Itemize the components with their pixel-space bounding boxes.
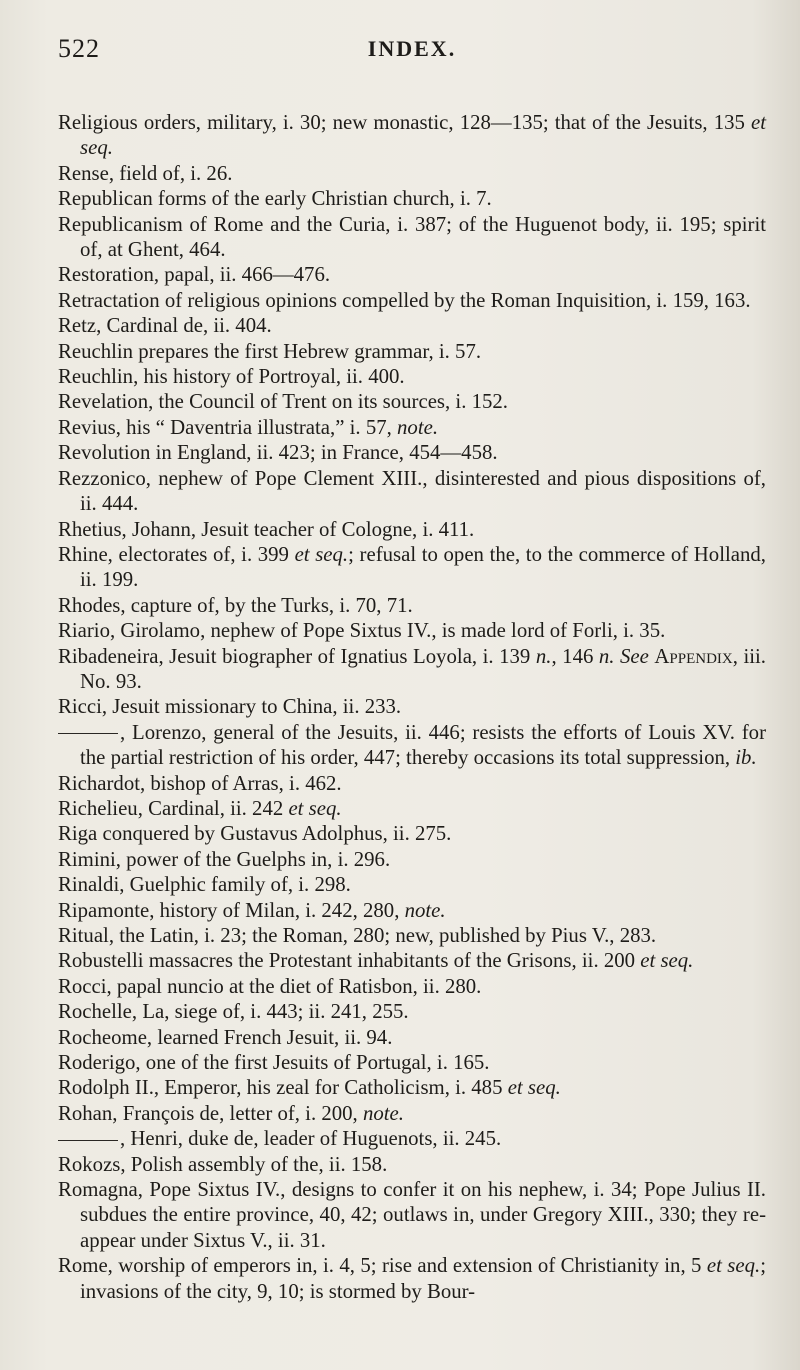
entry-text: Reuchlin prepares the first Hebrew grammar, i. 57. <box>58 339 482 363</box>
entry-text: Republican forms of the early Christian church, i. 7. <box>58 187 492 211</box>
index-entry <box>58 1025 766 1050</box>
index-entry <box>58 796 766 821</box>
index-entry <box>58 923 766 948</box>
entry-text: Retractation of religious opinions compelled by the Roman Inquisition, i. 159, 163. <box>58 288 751 312</box>
entry-text: Rimini, power of the Guelphs in, i. 296. <box>58 847 391 871</box>
entry-text: et seq. <box>640 949 694 973</box>
index-entry <box>58 110 766 161</box>
index-entry <box>58 542 766 593</box>
entry-text: Roderigo, one of the first Jesuits of Portugal, i. 165. <box>58 1051 490 1075</box>
entry-text: Rense, field of, i. 26. <box>58 161 233 185</box>
entry-text: note. <box>404 898 446 922</box>
index-entry <box>58 186 766 211</box>
entry-text: note. <box>362 1101 404 1125</box>
page-header <box>58 34 766 64</box>
entry-text: , Lorenzo, general of the Jesuits, ii. 446; resists the efforts of Louis XV. for the partial restriction of his order, 447; thereby occasions its total suppression, <box>80 720 766 770</box>
entry-text: , 146 <box>551 644 599 668</box>
entry-text: et seq. <box>507 1076 561 1100</box>
entry-text: note. <box>397 415 439 439</box>
index-entry <box>58 161 766 186</box>
entry-text: Romagna, Pope Sixtus IV., designs to confer it on his nephew, i. 34; Pope Julius II. subdues the entire province, 40, 42; outlaws in, under Gregory XIII., 330; they re-appear under Sixtus V., ii. 31. <box>58 1178 766 1252</box>
entry-text: Rinaldi, Guelphic family of, i. 298. <box>58 873 351 897</box>
entry-text: Revius, his “ Daventria illustrata,” i. 57, <box>58 415 398 439</box>
entry-text: et seq. <box>706 1254 761 1278</box>
entry-text: Rhetius, Johann, Jesuit teacher of Cologne, i. 411. <box>58 517 475 541</box>
entry-text: Richelieu, Cardinal, ii. 242 <box>58 796 289 820</box>
index-entry <box>58 517 766 542</box>
entry-text: See <box>620 644 649 668</box>
index-entries <box>58 110 766 1304</box>
index-entry <box>58 974 766 999</box>
index-entry <box>58 1050 766 1075</box>
entry-text: Riario, Girolamo, nephew of Pope Sixtus IV., is made lord of Forli, i. 35. <box>58 619 666 643</box>
entry-text: et seq. <box>288 796 342 820</box>
entry-text: Reuchlin, his history of Portroyal, ii. 400. <box>58 365 405 389</box>
entry-text: Revelation, the Council of Trent on its sources, i. 152. <box>58 390 508 414</box>
entry-text: , Henri, duke de, leader of Huguenots, ii. 245. <box>120 1127 502 1151</box>
entry-text: Rocheome, learned French Jesuit, ii. 94. <box>58 1025 393 1049</box>
index-entry <box>58 948 766 973</box>
index-entry <box>58 872 766 897</box>
entry-text: Retz, Cardinal de, ii. 404. <box>58 314 272 338</box>
index-entry <box>58 440 766 465</box>
index-entry <box>58 898 766 923</box>
entry-text: Rocci, papal nuncio at the diet of Ratisbon, ii. 280. <box>58 974 482 998</box>
entry-text: Rodolph II., Emperor, his zeal for Catholicism, i. 485 <box>58 1076 508 1100</box>
entry-text: Ritual, the Latin, i. 23; the Roman, 280; new, published by Pius V., 283. <box>58 924 657 947</box>
entry-text: Rome, worship of emperors in, i. 4, 5; rise and extension of Christianity in, 5 <box>58 1254 707 1278</box>
entry-text: Riga conquered by Gustavus Adolphus, ii. 275. <box>58 822 452 846</box>
entry-text: Revolution in England, ii. 423; in France, 454—458. <box>58 441 498 465</box>
index-entry <box>58 618 766 643</box>
index-subentry <box>58 720 766 771</box>
running-head: INDEX. <box>367 36 457 61</box>
entry-text: Appendix <box>654 644 733 668</box>
entry-text: et seq. <box>80 111 766 160</box>
index-entry <box>58 694 766 719</box>
entry-text: ; refusal to open the, to the commerce of Holland, ii. 199. <box>80 542 766 592</box>
index-entry <box>58 415 766 440</box>
index-entry <box>58 999 766 1024</box>
index-entry <box>58 644 766 695</box>
entry-text: Rokozs, Polish assembly of the, ii. 158. <box>58 1152 388 1176</box>
index-entry <box>58 1177 766 1253</box>
index-entry <box>58 1075 766 1100</box>
entry-text: Rohan, François de, letter of, i. 200, <box>58 1101 363 1125</box>
page-number: 522 <box>58 34 100 63</box>
entry-text: , iii. No. 93. <box>80 644 766 693</box>
entry-text: ; invasions of the city, 9, 10; is stormed by Bour- <box>80 1254 766 1303</box>
index-entry <box>58 821 766 846</box>
entry-text: Ribadeneira, Jesuit biographer of Ignatius Loyola, i. 139 <box>58 644 536 668</box>
entry-text: Rhodes, capture of, by the Turks, i. 70, 71. <box>58 593 413 617</box>
entry-text: Republicanism of Rome and the Curia, i. 387; of the Huguenot body, ii. 195; spirit of, at Ghent, 464. <box>58 212 766 262</box>
index-entry <box>58 1101 766 1126</box>
index-entry <box>58 364 766 389</box>
index-entry <box>58 593 766 618</box>
index-entry <box>58 466 766 517</box>
index-entry <box>58 389 766 414</box>
entry-text: et seq. <box>294 542 349 566</box>
repeat-dash <box>58 733 118 734</box>
entry-text: Ripamonte, history of Milan, i. 242, 280, <box>58 898 405 922</box>
index-subentry <box>58 1126 766 1151</box>
entry-text: Robustelli massacres the Protestant inhabitants of the Grisons, ii. 200 <box>58 949 641 973</box>
index-entry <box>58 1152 766 1177</box>
index-entry <box>58 771 766 796</box>
index-entry <box>58 339 766 364</box>
index-entry <box>58 1253 766 1304</box>
entry-text: Ricci, Jesuit missionary to China, ii. 233. <box>58 695 402 719</box>
entry-text: n. <box>598 644 615 668</box>
entry-text: Rochelle, La, siege of, i. 443; ii. 241, 255. <box>58 1000 409 1024</box>
entry-text: Restoration, papal, ii. 466—476. <box>58 263 331 287</box>
repeat-dash <box>58 1140 118 1141</box>
entry-text: Rezzonico, nephew of Pope Clement XIII., disinterested and pious dispositions of, ii. 444. <box>58 466 766 516</box>
entry-text: Rhine, electorates of, i. 399 <box>58 542 295 566</box>
index-entry <box>58 288 766 313</box>
entry-text: Richardot, bishop of Arras, i. 462. <box>58 771 342 795</box>
entry-text: n. <box>535 644 552 668</box>
index-entry <box>58 212 766 263</box>
index-entry <box>58 262 766 287</box>
index-entry <box>58 313 766 338</box>
entry-text: ib. <box>735 746 757 770</box>
index-entry <box>58 847 766 872</box>
entry-text: Religious orders, military, i. 30; new monastic, 128—135; that of the Jesuits, 135 <box>58 111 751 134</box>
